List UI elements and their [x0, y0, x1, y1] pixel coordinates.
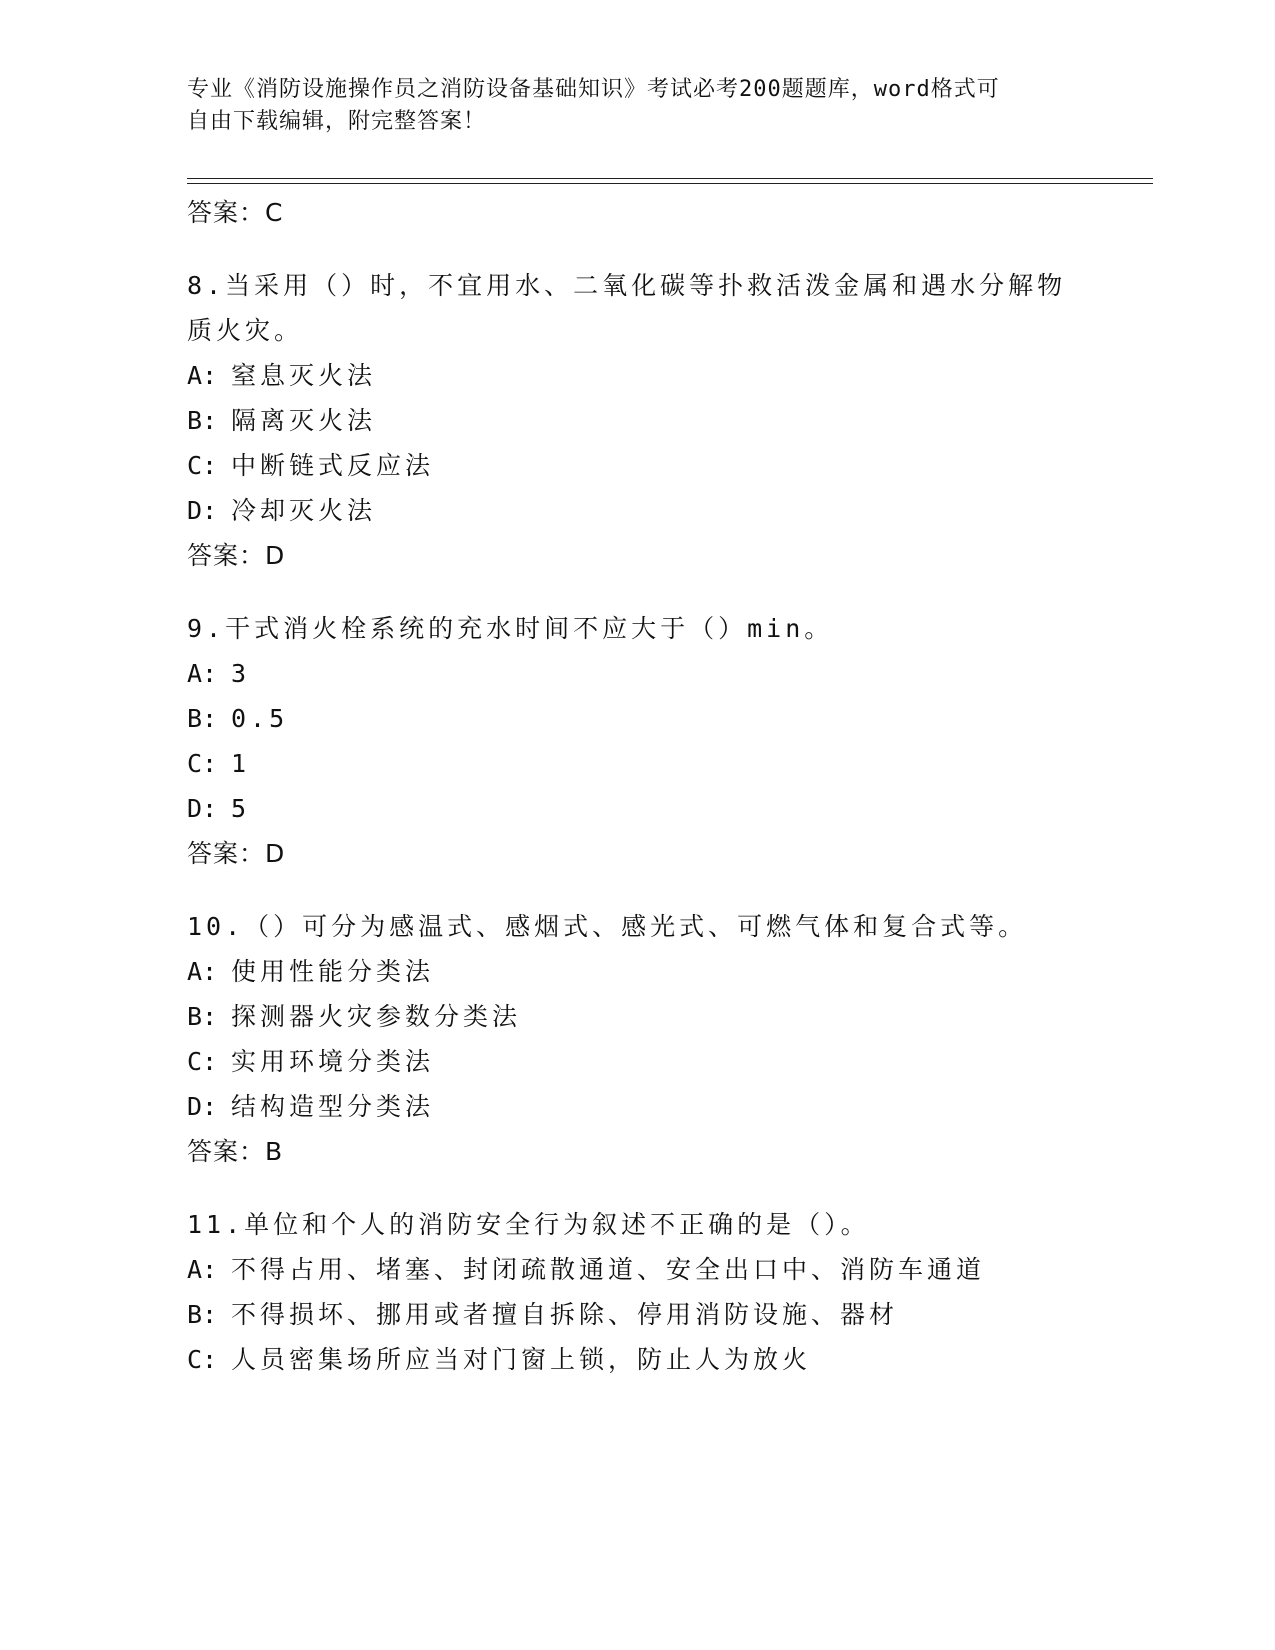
- question-stem-line: 9.干式消火栓系统的充水时间不应大于（）min。: [187, 614, 834, 643]
- option-b: [187, 1292, 1087, 1337]
- option-text: 冷却灭火法: [231, 496, 377, 525]
- option-b: [187, 398, 1087, 443]
- option-text: 1: [231, 749, 251, 778]
- question-stem-line: 8.当采用（）时，不宜用水、二氧化碳等扑救活泼金属和遇水分解物: [187, 271, 1067, 300]
- option-a: [187, 651, 1087, 696]
- option-letter: A:: [187, 957, 218, 986]
- question-stem-line: 质火灾。: [187, 316, 304, 345]
- option-d: [187, 786, 1087, 831]
- question-8: [187, 263, 1087, 578]
- question-list: [187, 190, 1087, 1382]
- option-c: [187, 1337, 1087, 1382]
- header-divider-top: [187, 178, 1153, 179]
- option-text: 3: [231, 659, 251, 688]
- option-letter: D:: [187, 794, 218, 823]
- option-letter: C:: [187, 1345, 218, 1374]
- document-header: [187, 74, 1067, 138]
- question-stem-line: 11.单位和个人的消防安全行为叙述不正确的是（）。: [187, 1210, 870, 1239]
- option-text: 0.5: [231, 704, 289, 733]
- option-a: [187, 949, 1087, 994]
- question-stem: [187, 1202, 1087, 1247]
- question-stem: [187, 904, 1087, 949]
- question-stem: [187, 263, 1087, 353]
- option-letter: D:: [187, 496, 218, 525]
- option-letter: A:: [187, 659, 218, 688]
- option-c: [187, 1039, 1087, 1084]
- option-text: 人员密集场所应当对门窗上锁，防止人为放火: [231, 1345, 812, 1374]
- answer-line: 答案：D: [187, 541, 286, 570]
- option-b: [187, 994, 1087, 1039]
- question-11: [187, 1202, 1087, 1382]
- header-line-2: 自由下载编辑，附完整答案！: [187, 109, 487, 134]
- option-text: 使用性能分类法: [231, 957, 435, 986]
- option-text: 结构造型分类法: [231, 1092, 435, 1121]
- option-letter: B:: [187, 406, 218, 435]
- option-text: 不得损坏、挪用或者擅自拆除、停用消防设施、器材: [231, 1300, 899, 1329]
- answer-line: 答案：D: [187, 839, 286, 868]
- question-stem: [187, 606, 1087, 651]
- option-text: 实用环境分类法: [231, 1047, 435, 1076]
- option-a: [187, 1247, 1087, 1292]
- option-text: 5: [231, 794, 251, 823]
- option-d: [187, 488, 1087, 533]
- option-letter: A:: [187, 1255, 218, 1284]
- option-d: [187, 1084, 1087, 1129]
- option-text: 隔离灭火法: [231, 406, 377, 435]
- option-c: [187, 741, 1087, 786]
- option-text: 探测器火灾参数分类法: [231, 1002, 522, 1031]
- option-c: [187, 443, 1087, 488]
- header-divider-bottom: [187, 183, 1153, 184]
- option-letter: B:: [187, 1002, 218, 1031]
- option-letter: C:: [187, 749, 218, 778]
- option-letter: C:: [187, 451, 218, 480]
- header-line-1: 专业《消防设施操作员之消防设备基础知识》考试必考200题题库，word格式可: [187, 77, 1000, 102]
- question-9: [187, 606, 1087, 876]
- option-letter: A:: [187, 361, 218, 390]
- option-letter: C:: [187, 1047, 218, 1076]
- option-a: [187, 353, 1087, 398]
- answer-line: 答案：C: [187, 198, 284, 227]
- question-stem-line: 10.（）可分为感温式、感烟式、感光式、可燃气体和复合式等。: [187, 912, 1028, 941]
- option-text: 中断链式反应法: [231, 451, 435, 480]
- option-letter: B:: [187, 1300, 218, 1329]
- option-text: 窒息灭火法: [231, 361, 377, 390]
- option-text: 不得占用、堵塞、封闭疏散通道、安全出口中、消防车通道: [231, 1255, 986, 1284]
- answer-line: 答案：B: [187, 1137, 284, 1166]
- option-b: [187, 696, 1087, 741]
- question-10: [187, 904, 1087, 1174]
- option-letter: D:: [187, 1092, 218, 1121]
- option-letter: B:: [187, 704, 218, 733]
